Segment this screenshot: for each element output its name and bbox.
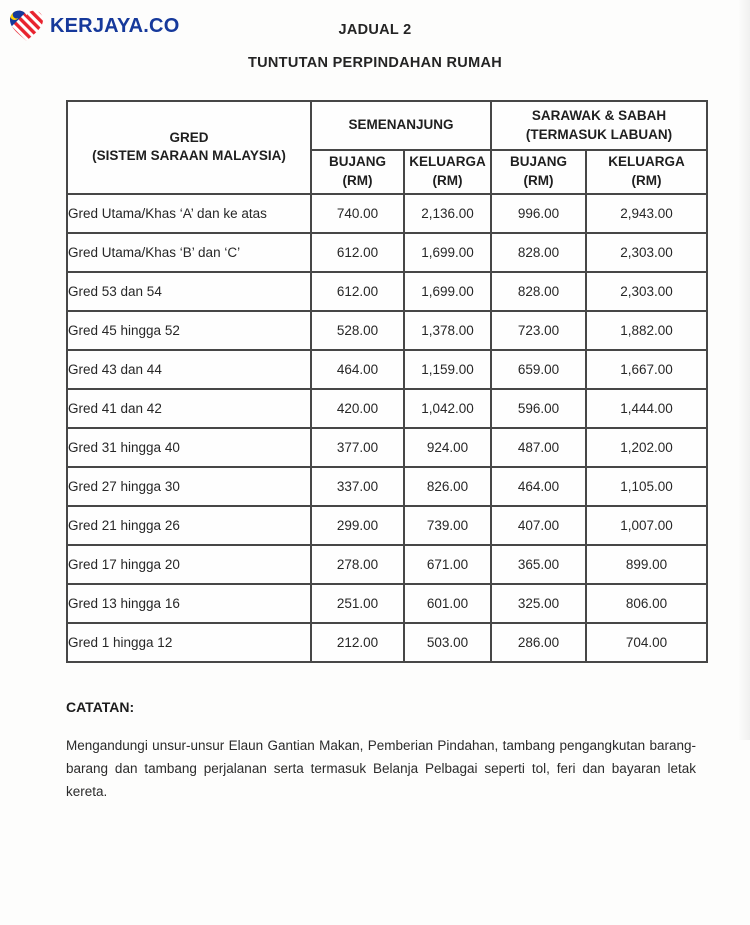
gred-cell: Gred 43 dan 44	[67, 350, 311, 389]
header-col-bujang-sarawak	[491, 150, 586, 194]
gred-cell: Gred 17 hingga 20	[67, 545, 311, 584]
value-cell: 251.00	[311, 584, 404, 623]
col-label: BUJANG	[510, 154, 568, 169]
value-cell: 828.00	[491, 233, 586, 272]
table-row	[67, 272, 707, 311]
catatan-heading: CATATAN:	[66, 698, 135, 715]
value-cell: 924.00	[404, 428, 491, 467]
page-title: JADUAL 2	[338, 22, 412, 38]
gred-cell: Gred 53 dan 54	[67, 272, 311, 311]
catatan-body: Mengandungi unsur-unsur Elaun Gantian Makan, Pemberian Pindahan, tambang pengangkutan barang-barang dan tambang perjalanan serta termasuk Belanja Pelbagai seperti tol, feri dan bayaran letak kereta.	[66, 737, 696, 799]
page-subtitle: TUNTUTAN PERPINDAHAN RUMAH	[247, 55, 503, 71]
value-cell: 704.00	[586, 623, 707, 662]
value-cell: 828.00	[491, 272, 586, 311]
malaysia-heart-flag-icon	[8, 9, 45, 43]
value-cell: 407.00	[491, 506, 586, 545]
value-cell: 464.00	[491, 467, 586, 506]
header-col-keluarga-semenanjung	[404, 150, 491, 194]
value-cell: 1,667.00	[586, 350, 707, 389]
value-cell: 503.00	[404, 623, 491, 662]
header-gred	[67, 101, 311, 194]
value-cell: 420.00	[311, 389, 404, 428]
value-cell: 826.00	[404, 467, 491, 506]
table-row	[67, 623, 707, 662]
kerjaya-logo	[8, 9, 179, 43]
table-row	[67, 350, 707, 389]
value-cell: 2,303.00	[586, 272, 707, 311]
value-cell: 659.00	[491, 350, 586, 389]
value-cell: 2,943.00	[586, 194, 707, 233]
value-cell: 723.00	[491, 311, 586, 350]
header-sarawak-line1: SARAWAK & SABAH	[531, 107, 667, 123]
header-group-semenanjung: SEMENANJUNG	[311, 101, 491, 150]
value-cell: 212.00	[311, 623, 404, 662]
value-cell: 612.00	[311, 272, 404, 311]
col-unit: (RM)	[523, 172, 554, 188]
value-cell: 1,699.00	[404, 233, 491, 272]
value-cell: 2,303.00	[586, 233, 707, 272]
gred-cell: Gred 45 hingga 52	[67, 311, 311, 350]
header-col-bujang-semenanjung	[311, 150, 404, 194]
header-gred-line2: (SISTEM SARAAN MALAYSIA)	[92, 148, 286, 164]
value-cell: 596.00	[491, 389, 586, 428]
catatan-section	[66, 699, 696, 804]
gred-cell: Gred 27 hingga 30	[67, 467, 311, 506]
value-cell: 899.00	[586, 545, 707, 584]
value-cell: 996.00	[491, 194, 586, 233]
value-cell: 487.00	[491, 428, 586, 467]
value-cell: 739.00	[404, 506, 491, 545]
table-row	[67, 545, 707, 584]
table-row	[67, 194, 707, 233]
value-cell: 299.00	[311, 506, 404, 545]
table-row	[67, 389, 707, 428]
value-cell: 1,882.00	[586, 311, 707, 350]
header-col-keluarga-sarawak	[586, 150, 707, 194]
gred-cell: Gred 21 hingga 26	[67, 506, 311, 545]
value-cell: 464.00	[311, 350, 404, 389]
gred-cell: Gred 13 hingga 16	[67, 584, 311, 623]
table-row	[67, 311, 707, 350]
gred-cell: Gred Utama/Khas ‘A’ dan ke atas	[67, 194, 311, 233]
table-row	[67, 428, 707, 467]
scan-edge-shading	[738, 0, 750, 740]
col-label: KELUARGA	[409, 154, 486, 169]
col-unit: (RM)	[631, 172, 662, 188]
value-cell: 377.00	[311, 428, 404, 467]
table-row	[67, 467, 707, 506]
value-cell: 740.00	[311, 194, 404, 233]
table-row	[67, 584, 707, 623]
value-cell: 612.00	[311, 233, 404, 272]
value-cell: 806.00	[586, 584, 707, 623]
table-row	[67, 233, 707, 272]
value-cell: 528.00	[311, 311, 404, 350]
header-gred-line1: GRED	[169, 129, 209, 145]
value-cell: 671.00	[404, 545, 491, 584]
table-row	[67, 506, 707, 545]
value-cell: 278.00	[311, 545, 404, 584]
col-unit: (RM)	[432, 172, 463, 188]
value-cell: 1,007.00	[586, 506, 707, 545]
col-label: KELUARGA	[608, 154, 685, 169]
value-cell: 1,444.00	[586, 389, 707, 428]
value-cell: 601.00	[404, 584, 491, 623]
value-cell: 1,105.00	[586, 467, 707, 506]
col-label: BUJANG	[328, 154, 386, 169]
value-cell: 1,699.00	[404, 272, 491, 311]
value-cell: 1,159.00	[404, 350, 491, 389]
value-cell: 337.00	[311, 467, 404, 506]
header-sarawak-line2: (TERMASUK LABUAN)	[525, 126, 673, 142]
value-cell: 286.00	[491, 623, 586, 662]
gred-cell: Gred 1 hingga 12	[67, 623, 311, 662]
relocation-claims-table	[66, 100, 708, 663]
value-cell: 1,378.00	[404, 311, 491, 350]
value-cell: 1,202.00	[586, 428, 707, 467]
value-cell: 365.00	[491, 545, 586, 584]
value-cell: 1,042.00	[404, 389, 491, 428]
gred-cell: Gred 31 hingga 40	[67, 428, 311, 467]
group-header-row	[67, 101, 707, 150]
value-cell: 2,136.00	[404, 194, 491, 233]
gred-cell: Gred 41 dan 42	[67, 389, 311, 428]
table-body	[67, 194, 707, 662]
gred-cell: Gred Utama/Khas ‘B’ dan ‘C’	[67, 233, 311, 272]
header-group-sarawak-sabah	[491, 101, 707, 150]
value-cell: 325.00	[491, 584, 586, 623]
brand-name: KERJAYA.CO	[50, 14, 180, 37]
col-unit: (RM)	[342, 172, 373, 188]
